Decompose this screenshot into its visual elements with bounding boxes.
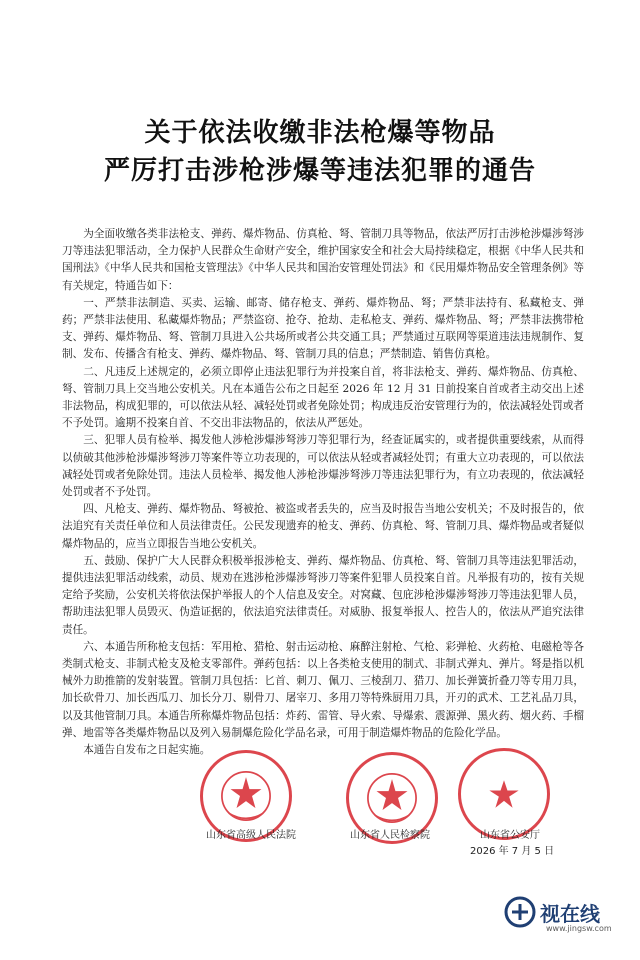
title-line-2: 严厉打击涉枪涉爆等违法犯罪的通告 [103,156,536,186]
paragraph-effective: 本通告自发布之日起实施。 [83,744,211,757]
signature-police: 山东省公安厅 [480,830,540,841]
watermark-brand: 视在线 [540,902,600,926]
issue-date: 2026 年 7 月 5 日 [470,846,555,857]
title-line-1: 关于依法收缴非法枪爆等物品 [144,118,496,148]
paragraph-3: 三、犯罪人员有检举、揭发他人涉枪涉爆涉弩涉刀等犯罪行为，经查证属实的，或者提供重要线索，从而得以侦破其他涉枪涉爆涉弩涉刀等案件等立功表现的，可以依法从轻或者减轻处罚；有重大立功表现的，可以依法减轻处罚或者免除处罚。违法人员检举、揭发他人涉枪涉爆涉弩涉刀等违法犯罪行为，有立功表现的，依法减轻处罚或者不予处罚。 [62,434,584,499]
watermark-url: www.jingsw.com [546,924,612,933]
notice-body [62,226,584,759]
paragraph-intro: 为全面收缴各类非法枪支、弹药、爆炸物品、仿真枪、弩、管制刀具等物品，依法严厉打击涉枪涉爆涉弩涉刀等违法犯罪活动，全力保护人民群众生命财产安全，维护国家安全和社会大局持续稳定，根据《中华人民共和国刑法》《中华人民共和国枪支管理法》《中华人民共和国治安管理处罚法》和《民用爆炸物品安全管理条例》等有关规定，特通告如下： [62,228,584,292]
paragraph-2: 二、凡违反上述规定的，必须立即停止违法犯罪行为并投案自首，将非法枪支、弹药、爆炸物品、仿真枪、弩、管制刀具上交当地公安机关。凡在本通告公布之日起至 2026 年 12 月 31 日前投案自首或者主动交出上述非法物品，构成犯罪的，可以依法从轻、减轻处罚或者免除处罚；构成违反治安管理行为的，依法减轻处罚或者不予处罚。逾期不投案自首、不交出非法物品的，依法从严惩处。 [62,365,584,430]
paragraph-6: 六、本通告所称枪支包括：军用枪、猎枪、射击运动枪、麻醉注射枪、气枪、彩弹枪、火药枪、电磁枪等各类制式枪支、非制式枪支及枪支零部件。弹药包括：以上各类枪支使用的制式、非制式弹丸、弹片。弩是指以机械外力助推箭的发射装置。管制刀具包括：匕首、刺刀、佩刀、三棱刮刀、猎刀、加长弹簧折叠刀等专用刀具，加长砍骨刀、加长西瓜刀、加长分刀、剔骨刀、屠宰刀、多用刀等特殊厨用刀具，开刃的武术、工艺礼品刀具，以及其他管制刀具。本通告所称爆炸物品包括：炸药、雷管、导火索、导爆索、震源弹、黑火药、烟火药、手榴弹、地雷等各类爆炸物品以及列入易制爆危险化学品名录，可用于制造爆炸物品的危险化学品。 [62,640,584,739]
police-seal-emblem [461,751,547,837]
paragraph-4: 四、凡枪支、弹药、爆炸物品、弩被抢、被盗或者丢失的，应当及时报告当地公安机关；不及时报告的，依法追究有关责任单位和人员法律责任。公民发现遗弃的枪支、弹药、仿真枪、弩、管制刀具、爆炸物品或者疑似爆炸物品的，应当立即报告当地公安机关。 [62,503,584,550]
signature-court: 山东省高级人民法院 [206,830,296,841]
signature-procuratorate: 山东省人民检察院 [350,830,430,841]
police-logo-icon [502,894,542,934]
paragraph-1: 一、严禁非法制造、买卖、运输、邮寄、储存枪支、弹药、爆炸物品、弩；严禁非法持有、私藏枪支、弹药；严禁非法使用、私藏爆炸物品；严禁盗窃、抢夺、抢劫、走私枪支、弹药、爆炸物品、弩；严禁非法携带枪支、弹药、爆炸物品、弩、管制刀具进入公共场所或者公共交通工具；严禁通过互联网等渠道违法违规制作、复制、发布、传播含有枪支、弹药、爆炸物品、弩、管制刀具的信息；严禁制造、销售仿真枪。 [62,296,584,361]
site-watermark [502,894,620,938]
paragraph-5: 五、鼓励、保护广大人民群众积极举报涉枪支、弹药、爆炸物品、仿真枪、弩、管制刀具等违法犯罪活动，提供违法犯罪活动线索，动员、规劝在逃涉枪涉爆涉弩涉刀等案件犯罪人员投案自首。凡举报有功的，按有关规定给予奖励，公安机关将依法保护举报人的个人信息及安全。对窝藏、包庇涉枪涉爆涉弩涉刀等违法犯罪人员，帮助违法犯罪人员毁灭、伪造证据的，依法追究法律责任。对威胁、报复举报人、控告人的，依法从严追究法律责任。 [62,554,584,636]
